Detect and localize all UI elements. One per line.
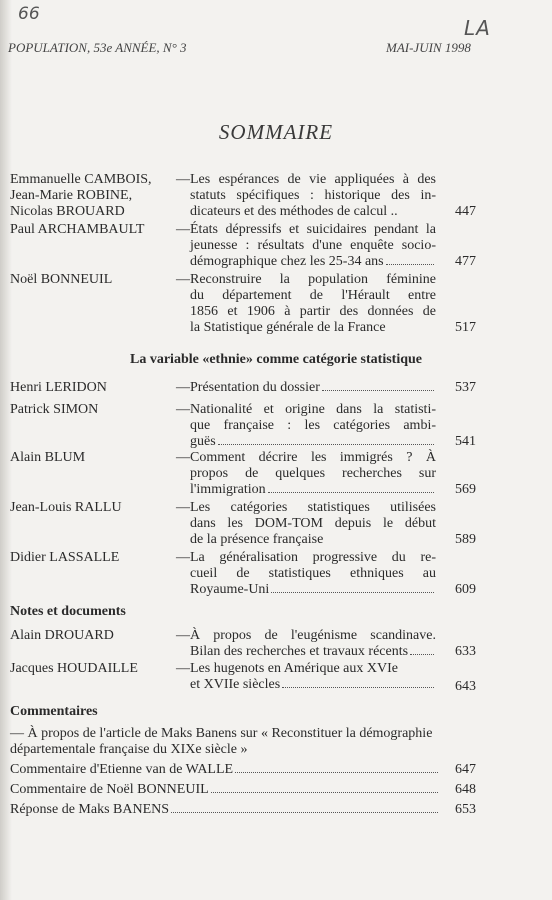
entry-title: Les espérances de vie appliquées à des statuts spécifiques : historique des in- dicateurs et des méthodes de calcul .. — [190, 172, 436, 219]
commentaire-entry[interactable] — [10, 762, 476, 778]
entry-dash: — — [176, 222, 190, 237]
entry-title: À propos de l'eugénisme scandinave. Bilan des recherches et travaux récents — [190, 628, 436, 659]
commentaire-title: Commentaire de Noël BONNEUIL — [10, 782, 209, 797]
entry-page-number: 609 — [455, 582, 476, 597]
entry-dash: — — [176, 500, 190, 515]
issue-date: MAI-JUIN 1998 — [386, 40, 471, 55]
entry-title: Nationalité et origine dans la statisti- que française : les catégories ambi- guës — [190, 402, 436, 449]
entry-dash: — — [176, 402, 190, 417]
entry-title: États dépressifs et suicidaires pendant la jeunesse : résultats d'une enquête socio- démographique chez les 25-34 ans — [190, 222, 436, 269]
entry-title: Les hugenots en Amérique aux XVIe et XVIIe siècles — [190, 661, 436, 693]
entry-authors: Patrick SIMON — [10, 402, 99, 417]
entry-page-number: 653 — [455, 802, 476, 817]
commentaires-intro-line: — À propos de l'article de Maks Banens sur « Reconstituer la démographie — [10, 726, 433, 741]
entry-title: Les catégories statistiques utilisées dans les DOM-TOM depuis le début de la présence française — [190, 500, 436, 547]
commentaire-title: Commentaire d'Etienne van de WALLE — [10, 762, 234, 777]
entry-page-number: 633 — [455, 644, 476, 659]
entry-page-number: 537 — [455, 380, 476, 395]
entry-dash: — — [176, 550, 190, 565]
dot-leader — [386, 264, 434, 265]
commentaire-entry[interactable] — [10, 782, 476, 798]
commentaire-entry[interactable] — [10, 802, 476, 818]
entry-dash: — — [176, 450, 190, 465]
commentaire-title: Réponse de Maks BANENS — [10, 802, 170, 817]
entry-page-number: 447 — [455, 204, 476, 219]
section-heading-notes: Notes et documents — [10, 604, 126, 619]
entry-page-number: 589 — [455, 532, 476, 547]
handwritten-note-right: LA — [464, 16, 491, 40]
entry-dash: — — [176, 272, 190, 287]
entry-title: Présentation du dossier — [190, 380, 436, 396]
entry-authors: Henri LERIDON — [10, 380, 107, 395]
dot-leader — [171, 812, 438, 813]
entry-title: La généralisation progressive du re- cueil de statistiques ethniques au Royaume-Uni — [190, 550, 436, 597]
journal-header: POPULATION, 53e ANNÉE, N° 3 — [8, 40, 187, 55]
dot-leader — [410, 654, 434, 655]
entry-title: Reconstruire la population féminine du département de l'Hérault entre 1856 et 1906 à partir des données de la Statistique générale de la France — [190, 272, 436, 335]
entry-dash: — — [176, 628, 190, 643]
entry-authors: Noël BONNEUIL — [10, 272, 113, 287]
dot-leader — [271, 592, 434, 593]
dot-leader — [218, 444, 434, 445]
entry-title: Comment décrire les immigrés ? À propos de quelques recherches sur l'immigration — [190, 450, 436, 497]
entry-page-number: 643 — [455, 679, 476, 694]
page-title: SOMMAIRE — [218, 120, 334, 144]
dot-leader — [235, 772, 438, 773]
dot-leader — [268, 492, 434, 493]
entry-page-number: 569 — [455, 482, 476, 497]
entry-dash: — — [176, 172, 190, 187]
dot-leader — [211, 792, 438, 793]
entry-authors: Jean-Louis RALLU — [10, 500, 122, 515]
entry-authors: Emmanuelle CAMBOIS, Jean-Marie ROBINE, Nicolas BROUARD — [10, 172, 152, 219]
entry-dash: — — [176, 380, 190, 395]
entry-authors: Alain BLUM — [10, 450, 86, 465]
commentaires-intro-line: départementale française du XIXe siècle » — [10, 742, 248, 757]
section-heading-commentaires: Commentaires — [10, 704, 98, 719]
entry-dash: — — [176, 661, 190, 676]
entry-page-number: 517 — [455, 320, 476, 335]
entry-authors: Didier LASSALLE — [10, 550, 120, 565]
handwritten-note-left: 66 — [18, 4, 40, 24]
entry-authors: Paul ARCHAMBAULT — [10, 222, 145, 237]
entry-page-number: 648 — [455, 782, 476, 797]
entry-authors: Alain DROUARD — [10, 628, 114, 643]
section-heading-ethnie: La variable «ethnie» comme catégorie statistique — [130, 352, 422, 367]
entry-page-number: 647 — [455, 762, 476, 777]
entry-page-number: 541 — [455, 434, 476, 449]
entry-authors: Jacques HOUDAILLE — [10, 661, 138, 676]
dot-leader — [322, 390, 434, 391]
dot-leader — [282, 687, 434, 688]
entry-page-number: 477 — [455, 254, 476, 269]
